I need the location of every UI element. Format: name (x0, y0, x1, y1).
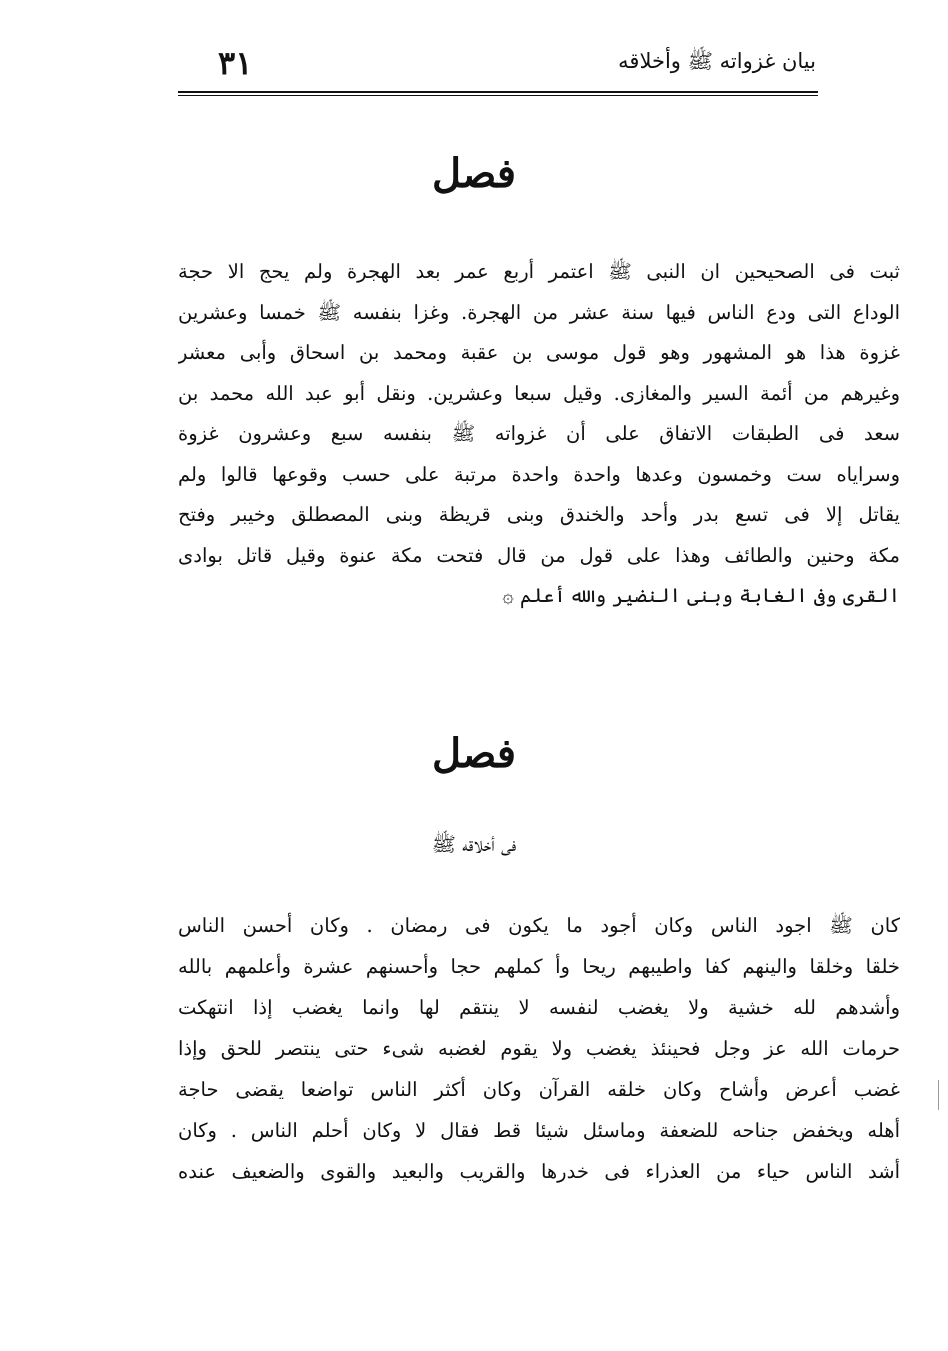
text-line: الوداع التى ودع الناس فيها سنة عشر من الهجرة. وغزا بنفسه ﷺ خمسا وعشرين (178, 300, 900, 324)
text-line: غضب أعرض وأشاح وكان خلقه القرآن وكان أكثر الناس تواضعا يقضى حاجة (178, 1078, 900, 1101)
text-line: وغيرهم من أئمة السير والمغازى. وقيل سبعا وعشرين. ونقل أبو عبد الله محمد بن (178, 381, 900, 405)
header-rule (178, 91, 818, 93)
page-header (178, 40, 816, 88)
text-line: وأشدهم لله خشية ولا يغضب لنفسه لا ينتقم لها وانما يغضب إذا انتهكت (178, 996, 900, 1019)
text-line: حرمات الله عز وجل فحينئذ يغضب ولا يقوم لغضبه شىء حتى ينتصر للحق وإذا (178, 1037, 900, 1060)
text-line: مكة وحنين والطائف وهذا على قول من قال فتحت مكة عنوة وقيل قاتل بوادى (178, 543, 900, 567)
text-line: غزوة هذا هو المشهور وهو قول موسى بن عقبة ومحمد بن اسحاق وأبى معشر (178, 341, 900, 364)
section-subheading: فى أخلاقه ﷺ (431, 832, 517, 856)
text-line: كان ﷺ اجود الناس وكان أجود ما يكون فى رمضان . وكان أحسن الناس (178, 914, 900, 937)
running-title: بيان غزواته ﷺ وأخلاقه (618, 49, 816, 73)
text-line: خلقا وخلقا والينهم كفا واطيبهم ريحا وأ كملهم حجا وأحسنهم عشرة وأعلمهم بالله (178, 955, 900, 978)
text-line: يقاتل إلا فى تسع بدر وأحد والخندق وبنى قريظة وبنى المصطلق وخيبر وفتح (178, 503, 900, 526)
section-heading-2: فصل (431, 730, 517, 777)
section-2-body (178, 905, 900, 1192)
text-line: وسراياه ست وخمسون وعدها واحدة واحدة مرتبة على حسب وقوعها قالوا ولم (178, 462, 900, 486)
text-line: القرى وفى الغابة وبنى النضير والله أعلم ۞ (502, 584, 900, 607)
section-heading-1: فصل (431, 150, 517, 197)
text-line: أشد الناس حياء من العذراء فى خدرها والقريب والبعيد والقوى والضعيف عنده (178, 1160, 900, 1183)
text-line: أهله ويخفض جناحه للضعفة وماسئل شيئا قط فقال لا وكان أحلم الناس . وكان (178, 1119, 900, 1142)
page-number: ٣١ (218, 44, 253, 82)
scan-margin-mark (938, 1080, 939, 1110)
header-rule-thin (178, 95, 818, 96)
text-line: ثبت فى الصحيحين ان النبى ﷺ اعتمر أربع عمر بعد الهجرة ولم يحج الا حجة (178, 260, 900, 283)
section-1-body (178, 252, 900, 617)
text-line: سعد فى الطبقات الاتفاق على أن غزواته ﷺ بنفسه سبع وعشرون غزوة (178, 422, 900, 445)
